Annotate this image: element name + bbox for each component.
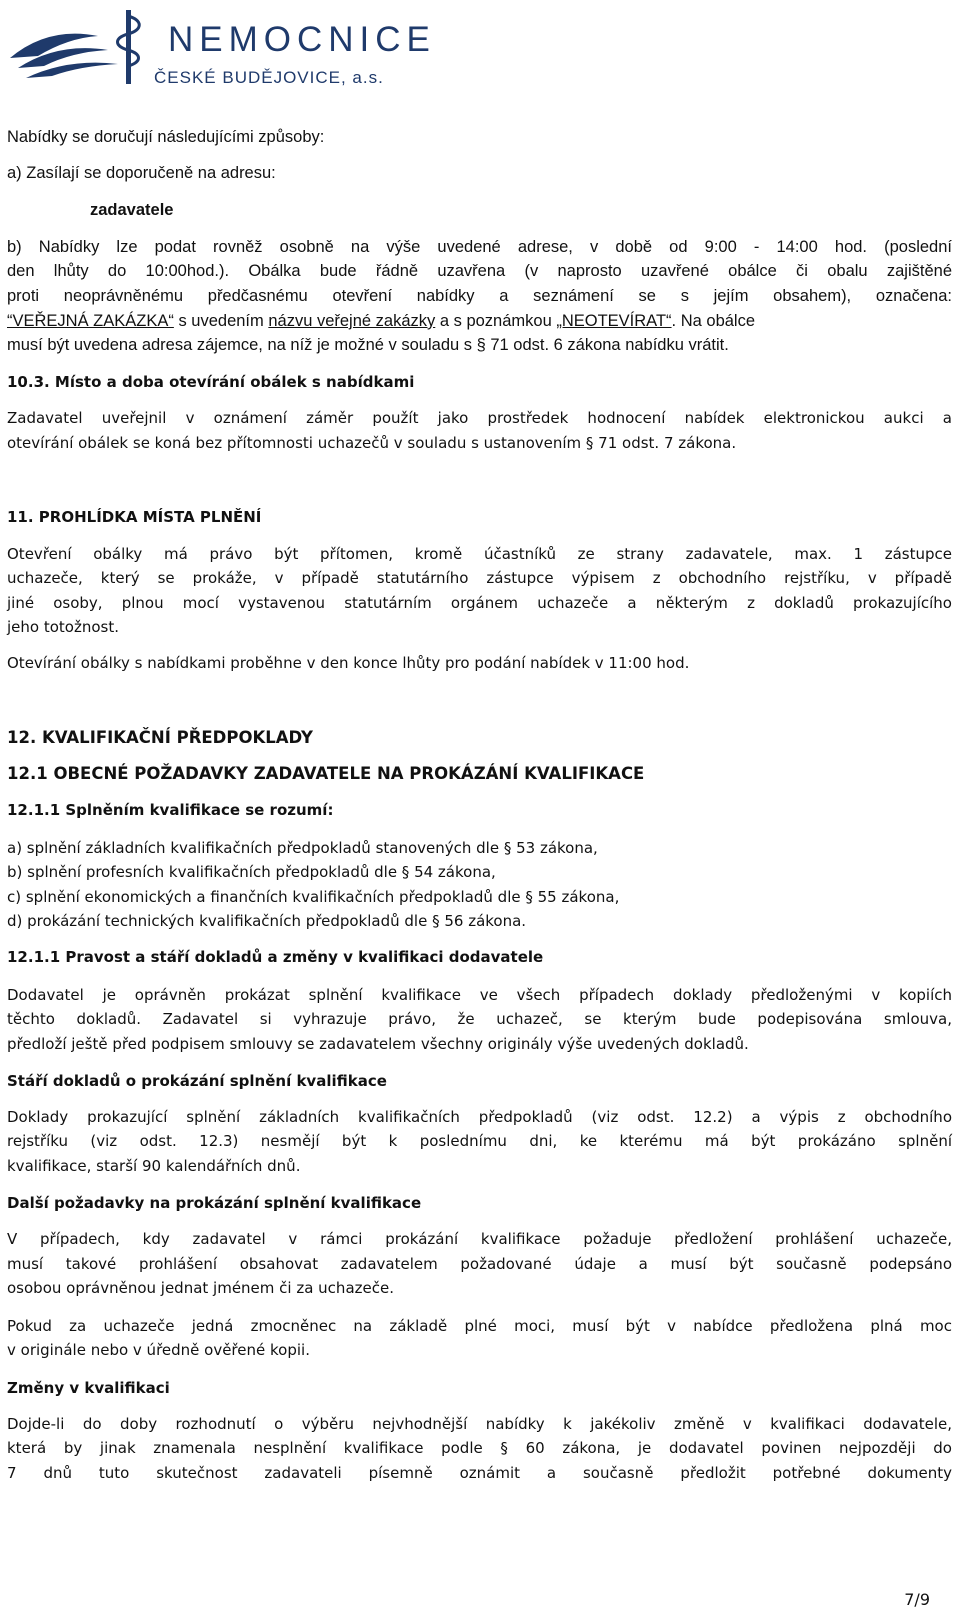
text-span: . Na obálce [671, 312, 756, 330]
text-line: 7 dnů tuto skutečnost zadavateli písemně oznámit a současně předložit potřebné dokumenty [7, 1464, 952, 1482]
text-span: s uvedením [173, 312, 269, 330]
text-line: Otevření obálky má právo být přítomen, kromě účastníků ze strany zadavatele, max. 1 zástupce [7, 545, 952, 563]
address-label: zadavatele [90, 201, 174, 219]
logo-city: ČESKÉ BUDĚJOVICE, a.s. [154, 68, 384, 87]
marking-neotevirat: „NEOTEVÍRAT“ [556, 312, 672, 330]
text-line: Zadavatel uveřejnil v oznámení záměr použít jako prostředek hodnocení nabídek elektronickou aukci a [7, 409, 952, 427]
text-line: otevírání obálek se koná bez přítomnosti uchazečů v souladu s ustanovením § 71 odst. 7 zákona. [7, 434, 737, 452]
list-item: b) splnění profesních kvalifikačních předpokladů dle § 54 zákona, [7, 863, 496, 881]
text-span: a s poznámkou [435, 312, 557, 330]
text-line: těchto dokladů. Zadavatel si vyhrazuje právo, že uchazeč, se kterým bude podepisována smlouva, [7, 1010, 952, 1028]
text-line: kvalifikace, starší 90 kalendářních dnů. [7, 1157, 301, 1175]
text-line: jeho totožnost. [7, 618, 119, 636]
hospital-logo [8, 6, 436, 88]
section-heading: 12. KVALIFIKAČNÍ PŘEDPOKLADY [7, 728, 313, 747]
text-line: uchazeče, který se prokáže, v případě statutárního zástupce výpisem z obchodního rejstříku, v případě [7, 569, 952, 587]
text-line: a) Zasílají se doporučeně na adresu: [7, 164, 276, 182]
text-line: Pokud za uchazeče jedná zmocněnec na základě plné moci, musí být v nabídce předložena plná moc [7, 1317, 952, 1335]
text-line: Nabídky se doručují následujícími způsoby: [7, 128, 325, 146]
text-line: jiné osoby, plnou mocí vystavenou statutárním orgánem uchazeče a některým z dokladů prokazujícího [7, 594, 952, 612]
text-line: která by jinak znamenala nesplnění kvalifikace podle § 60 zákona, je dodavatel povinen nejpozději do [7, 1439, 952, 1457]
subsection-heading: 12.1.1 Splněním kvalifikace se rozumí: [7, 801, 334, 819]
subsection-heading: Změny v kvalifikaci [7, 1379, 170, 1397]
subsection-heading: 12.1.1 Pravost a stáří dokladů a změny v kvalifikaci dodavatele [7, 948, 544, 966]
text-line [7, 311, 755, 331]
marking-nazev-zakazky: názvu veřejné zakázky [268, 312, 436, 330]
text-line: V případech, kdy zadavatel v rámci prokázání kvalifikace požaduje předložení prohlášení uchazeče, [7, 1230, 952, 1248]
section-heading: 11. PROHLÍDKA MÍSTA PLNĚNÍ [7, 508, 262, 526]
text-line: osobou oprávněnou jednat jménem či za uchazeče. [7, 1279, 394, 1297]
subsection-heading: Další požadavky na prokázání splnění kvalifikace [7, 1194, 422, 1212]
text-line: Otevírání obálky s nabídkami proběhne v den konce lhůty pro podání nabídek v 11:00 hod. [7, 654, 690, 672]
marking-verejna-zakazka: “VEŘEJNÁ ZAKÁZKA“ [7, 312, 174, 330]
logo-name: NEMOCNICE [168, 20, 436, 59]
section-heading: 10.3. Místo a doba otevírání obálek s nabídkami [7, 373, 415, 391]
text-line: Doklady prokazující splnění základních kvalifikačních předpokladů (viz odst. 12.2) a výpis z obchodního [7, 1108, 952, 1126]
text-line: Dojde-li do doby rozhodnutí o výběru nejvhodnější nabídky k jakékoliv změně v kvalifikaci dodavatele, [7, 1415, 952, 1433]
text-line: musí být uvedena adresa zájemce, na níž je možné v souladu s § 71 odst. 6 zákona nabídku vrátit. [7, 336, 729, 354]
subsection-heading: Stáří dokladů o prokázání splnění kvalifikace [7, 1072, 387, 1090]
text-line: proti neoprávněnému předčasnému otevření nabídky a seznámení se s jejím obsahem), označena: [7, 287, 952, 305]
list-item: d) prokázání technických kvalifikačních předpokladů dle § 56 zákona. [7, 912, 527, 930]
text-line: den lhůty do 10:00hod.). Obálka bude řádně uzavřena (v naprosto uzavřené obálce či obalu zajištěné [7, 262, 952, 280]
text-line: b) Nabídky lze podat rovněž osobně na výše uvedené adrese, v době od 9:00 - 14:00 hod. (poslední [7, 238, 952, 256]
caduceus-logo-icon [8, 6, 158, 86]
text-line: v originále nebo v úředně ověřené kopii. [7, 1341, 310, 1359]
text-line: předloží ještě před podpisem smlouvy se zadavatelem všechny originály výše uvedených dokladů. [7, 1035, 749, 1053]
list-item: c) splnění ekonomických a finančních kvalifikačních předpokladů dle § 55 zákona, [7, 888, 620, 906]
page-number: 7/9 [904, 1590, 930, 1609]
section-heading: 12.1 OBECNÉ POŽADAVKY ZADAVATELE NA PROKÁZÁNÍ KVALIFIKACE [7, 764, 645, 783]
text-line: Dodavatel je oprávněn prokázat splnění kvalifikace ve všech případech doklady předloženými v kopiích [7, 986, 952, 1004]
text-line: musí takové prohlášení obsahovat zadavatelem požadované údaje a musí být současně podepsáno [7, 1255, 952, 1273]
list-item: a) splnění základních kvalifikačních předpokladů stanovených dle § 53 zákona, [7, 839, 598, 857]
text-line: rejstříku (viz odst. 12.3) nesmějí být k poslednímu dni, ke kterému má být prokázáno splnění [7, 1132, 952, 1150]
